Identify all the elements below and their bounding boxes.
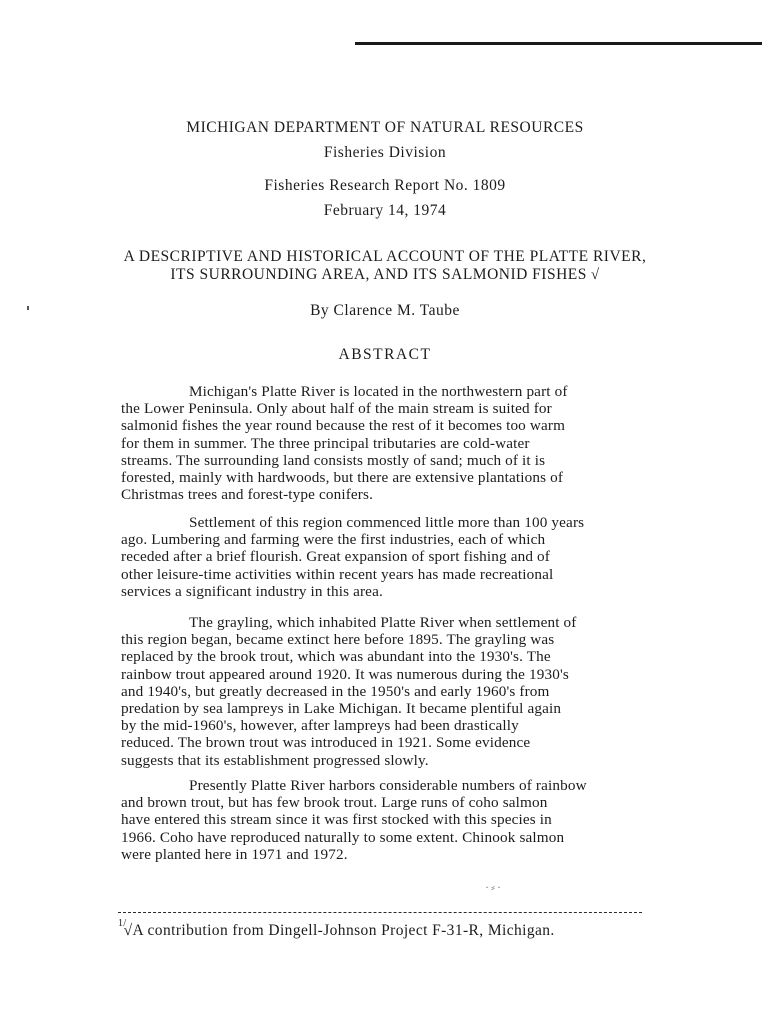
paragraph-line: Michigan's Platte River is located in the northwestern part of	[189, 383, 568, 400]
paragraph-line: and brown trout, but has few brook trout. Large runs of coho salmon	[121, 794, 548, 812]
paragraph-line: predation by sea lampreys in Lake Michigan. It became plentiful again	[121, 700, 562, 718]
report-title-line-1: A DESCRIPTIVE AND HISTORICAL ACCOUNT OF THE PLATTE RIVER,	[123, 248, 647, 265]
paragraph-line: reduced. The brown trout was introduced in 1921. Some evidence	[121, 734, 531, 752]
paragraph-line: 1966. Coho have reproduced naturally to some extent. Chinook salmon	[121, 828, 565, 846]
abstract-heading: ABSTRACT	[338, 346, 432, 363]
margin-speck	[27, 306, 29, 310]
abstract-paragraph-2	[121, 514, 673, 600]
top-horizontal-rule	[355, 42, 762, 45]
paragraph-line: Presently Platte River harbors considerable numbers of rainbow	[189, 777, 587, 794]
paragraph-line: this region began, became extinct here before 1895. The grayling was	[121, 631, 555, 649]
abstract-paragraph-1	[121, 383, 673, 503]
report-date: February 14, 1974	[323, 202, 447, 219]
footnote-reference-mark: √	[590, 267, 600, 283]
footnote-number: 1/	[118, 918, 127, 929]
paragraph-line: Christmas trees and forest-type conifers.	[121, 486, 374, 504]
abstract-paragraph-3	[121, 614, 673, 769]
report-title-line-2-text: ITS SURROUNDING AREA, AND ITS SALMONID FISHES	[170, 266, 587, 283]
footnote-text: A contribution from Dingell-Johnson Project F-31-R, Michigan.	[132, 922, 555, 939]
paragraph-line: Settlement of this region commenced little more than 100 years	[189, 514, 585, 531]
paragraph-line: services a significant industry in this area.	[121, 582, 383, 600]
division-name: Fisheries Division	[323, 144, 447, 161]
paragraph-line: suggests that its establishment progressed slowly.	[121, 751, 429, 769]
paragraph-line: were planted here in 1971 and 1972.	[121, 845, 348, 863]
footnote-check-mark: √	[123, 922, 133, 939]
paragraph-line: streams. The surrounding land consists mostly of sand; much of it is	[121, 451, 546, 469]
paragraph-line: the Lower Peninsula. Only about half of the main stream is suited for	[121, 400, 552, 418]
paragraph-line: by the mid-1960's, however, after lampreys had been drastically	[121, 717, 519, 735]
paragraph-line: The grayling, which inhabited Platte River when settlement of	[189, 614, 577, 631]
paragraph-line: for them in summer. The three principal tributaries are cold-water	[121, 434, 530, 452]
scan-speck: ·⸗·	[485, 880, 503, 894]
paragraph-line: receded after a brief flourish. Great expansion of sport fishing and of	[121, 548, 550, 566]
paragraph-line: and 1940's, but greatly decreased in the 1950's and early 1960's from	[121, 682, 550, 700]
footnote	[118, 918, 555, 940]
report-number: Fisheries Research Report No. 1809	[264, 177, 506, 194]
paragraph-line: other leisure-time activities within recent years has made recreational	[121, 565, 554, 583]
paragraph-line: salmonid fishes the year round because the rest of it becomes too warm	[121, 417, 566, 435]
agency-name: MICHIGAN DEPARTMENT OF NATURAL RESOURCES	[186, 119, 584, 136]
paragraph-line: ago. Lumbering and farming were the first industries, each of which	[121, 531, 546, 549]
paragraph-line: replaced by the brook trout, which was abundant into the 1930's. The	[121, 648, 551, 666]
abstract-paragraph-4	[121, 777, 673, 863]
author-byline: By Clarence M. Taube	[310, 302, 460, 319]
paragraph-line: forested, mainly with hardwoods, but there are extensive plantations of	[121, 469, 564, 487]
footnote-separator-rule	[118, 912, 642, 913]
paragraph-line: rainbow trout appeared around 1920. It was numerous during the 1930's	[121, 665, 569, 683]
report-title-line-2	[0, 266, 770, 284]
paragraph-line: have entered this stream since it was first stocked with this species in	[121, 811, 552, 829]
